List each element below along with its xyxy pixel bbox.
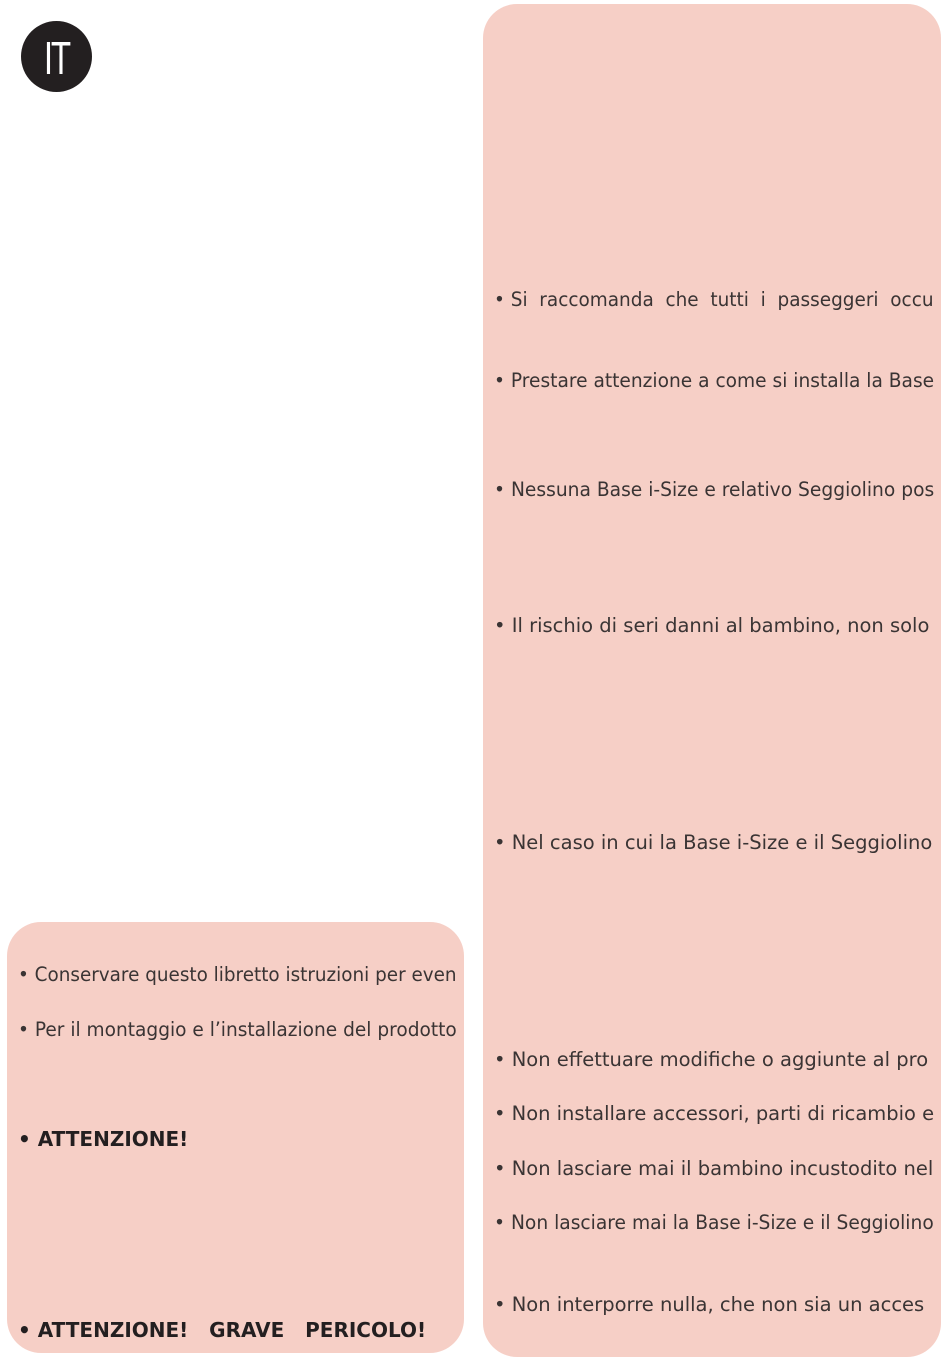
language-code: IT — [43, 31, 70, 84]
language-badge-it — [21, 21, 92, 92]
note-keep-booklet: • Conservare questo libretto istruzioni per even — [18, 963, 457, 986]
danger-heading: • ATTENZIONE! GRAVE PERICOLO! — [18, 1318, 427, 1342]
note-no-accessories: • Non installare accessori, parti di ricambio e — [494, 1102, 935, 1125]
note-in-case-base: • Nel caso in cui la Base i-Size e il Seggiolino — [494, 831, 933, 854]
note-no-base-position: • Nessuna Base i-Size e relativo Seggiolino pos — [494, 478, 935, 501]
note-never-leave-base: • Non lasciare mai la Base i-Size e il Seggiolino — [494, 1211, 934, 1234]
note-never-leave-child: • Non lasciare mai il bambino incustodito nel — [494, 1157, 934, 1180]
warning-heading: • ATTENZIONE! — [18, 1127, 189, 1151]
note-no-modifications: • Non effettuare modifiche o aggiunte al pro — [494, 1048, 929, 1071]
note-assembly: • Per il montaggio e l’installazione del prodotto — [18, 1018, 457, 1041]
note-risk-serious-damage: • Il rischio di seri danni al bambino, non solo — [494, 614, 930, 637]
general-notes-panel — [7, 922, 464, 1353]
safety-notes-panel — [483, 4, 941, 1357]
note-nothing-between: • Non interporre nulla, che non sia un acces — [494, 1293, 925, 1316]
note-passengers: • Si raccomanda che tutti i passeggeri occu — [494, 288, 934, 311]
note-installation-attention: • Prestare attenzione a come si installa la Base — [494, 369, 935, 392]
